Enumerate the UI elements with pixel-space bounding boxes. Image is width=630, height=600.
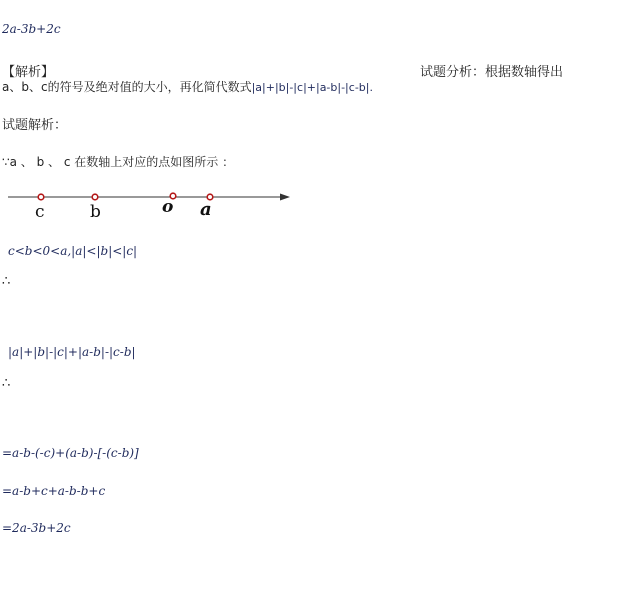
label-c: c <box>35 202 45 222</box>
therefore-symbol-1: ∴ <box>2 274 11 289</box>
relation-line: c<b<0<a,|a|<|b|<|c| <box>8 244 138 258</box>
number-line-figure <box>0 185 300 225</box>
solution-label: 试题解析： <box>2 118 68 133</box>
analysis-line-2 <box>2 76 373 95</box>
label-b: b <box>90 202 101 222</box>
therefore-symbol-2: ∴ <box>2 376 11 391</box>
step-1: =a-b-(-c)+(a-b)-[-(c-b)] <box>2 446 139 460</box>
number-line-arrow <box>280 194 290 201</box>
step-3: =2a-3b+2c <box>2 521 71 535</box>
step-2: =a-b+c+a-b-b+c <box>2 484 106 498</box>
label-o: o <box>162 197 174 217</box>
point-b <box>92 194 98 200</box>
analysis-intro: 试题分析：根据数轴得出 <box>420 65 564 80</box>
given-statement: ∵a 、 b 、 c 在数轴上对应的点如图所示 ： <box>2 155 235 169</box>
expression-line: |a|+|b|-|c|+|a-b|-|c-b| <box>8 345 136 359</box>
label-a: a <box>200 199 212 220</box>
analysis-line-2-expression: |a|+|b|-|c|+|a-b|-|c-b|. <box>251 81 373 94</box>
point-c <box>38 194 44 200</box>
answer-line: 2a-3b+2c <box>2 22 61 36</box>
analysis-line-2-text: a、b、c的符号及绝对值的大小，再化简代数式 <box>2 80 252 94</box>
analysis-header: 【解析】 <box>2 65 55 80</box>
